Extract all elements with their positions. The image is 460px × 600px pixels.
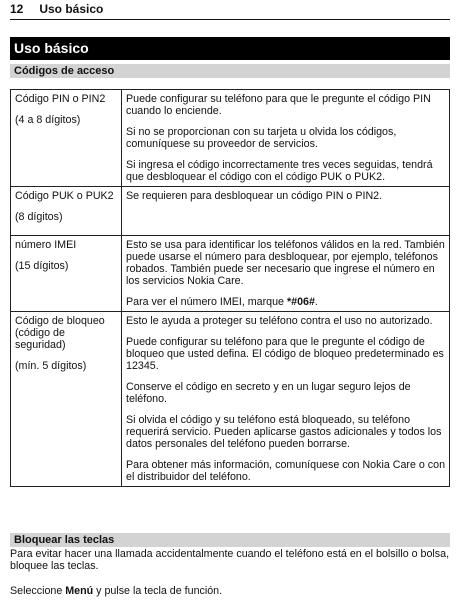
access-codes-table <box>10 89 450 487</box>
description-paragraph: Puede configurar su teléfono para que le pregunte el código de bloqueo que usted defina. El código de bloqueo predeterminado es 12345. <box>126 336 444 372</box>
table-row <box>11 312 450 487</box>
instruction-suffix: y pulse la tecla de función. <box>93 585 223 597</box>
code-name: Código PUK o PUK2 <box>15 190 114 202</box>
code-length: (4 a 8 dígitos) <box>15 114 81 126</box>
imei-prefix: Para ver el número IMEI, marque <box>126 296 287 308</box>
table-row <box>11 236 450 312</box>
description-paragraph: Esto se usa para identificar los teléfonos válidos en la red. También puede usarse el número para desbloquear, por ejemplo, teléfonos robados. También puede ser necesario que ingrese el número en los servicios Nokia Care. <box>126 239 445 287</box>
code-length: (8 dígitos) <box>15 211 63 223</box>
lock-keys-heading: Bloquear las teclas <box>10 533 450 547</box>
running-header-title: Uso básico <box>39 2 104 16</box>
menu-keyword: Menú <box>65 585 94 597</box>
section-title: Uso básico <box>10 37 450 60</box>
description-paragraph: Si no se proporcionan con su tarjeta u olvida los códigos, comuníquese su proveedor de servicios. <box>126 126 397 150</box>
description-paragraph: Esto le ayuda a proteger su teléfono contra el uso no autorizado. <box>126 315 433 327</box>
lock-keys-instruction <box>10 585 450 597</box>
description-paragraph: Para obtener más información, comuníquese con Nokia Care o con el distribuidor del teléfono. <box>126 459 446 483</box>
code-length: (15 dígitos) <box>15 260 69 272</box>
table-row <box>11 90 450 187</box>
access-codes-heading: Códigos de acceso <box>10 64 450 78</box>
imei-code: *#06# <box>286 296 315 308</box>
row-description-cell <box>122 187 450 236</box>
code-name: Código PIN o PIN2 <box>15 93 106 105</box>
description-paragraph: Se requieren para desbloquear un código PIN o PIN2. <box>126 190 383 202</box>
description-paragraph: Si olvida el código y su teléfono está bloqueado, su teléfono requerirá servicio. Pueden aplicarse gastos adicionales y todos los datos personales del teléfono pueden borrarse. <box>126 414 442 450</box>
page-header <box>10 2 450 20</box>
instruction-prefix: Seleccione <box>10 585 66 597</box>
row-label-cell <box>11 90 122 187</box>
imei-instruction <box>126 296 445 308</box>
row-label-cell <box>11 312 122 487</box>
row-label-cell <box>11 187 122 236</box>
code-length: (mín. 5 dígitos) <box>15 360 87 372</box>
imei-suffix: . <box>314 296 318 308</box>
description-paragraph: Si ingresa el código incorrectamente tres veces seguidas, tendrá que desbloquear el código con el código PUK o PUK2. <box>126 159 433 183</box>
description-paragraph: Puede configurar su teléfono para que le pregunte el código PIN cuando lo enciende. <box>126 93 431 117</box>
row-description-cell <box>122 236 450 312</box>
code-name: número IMEI <box>15 239 77 251</box>
lock-keys-text: Para evitar hacer una llamada accidentalmente cuando el teléfono está en el bolsillo o bolsa, bloquee las teclas. <box>10 548 450 572</box>
description-paragraph: Conserve el código en secreto y en un lugar seguro lejos de teléfono. <box>126 381 411 405</box>
page-number: 12 <box>10 2 24 16</box>
table-row <box>11 187 450 236</box>
row-label-cell <box>11 236 122 312</box>
code-name: Código de bloqueo (código de seguridad) <box>15 315 105 351</box>
row-description-cell <box>122 90 450 187</box>
row-description-cell <box>122 312 450 487</box>
